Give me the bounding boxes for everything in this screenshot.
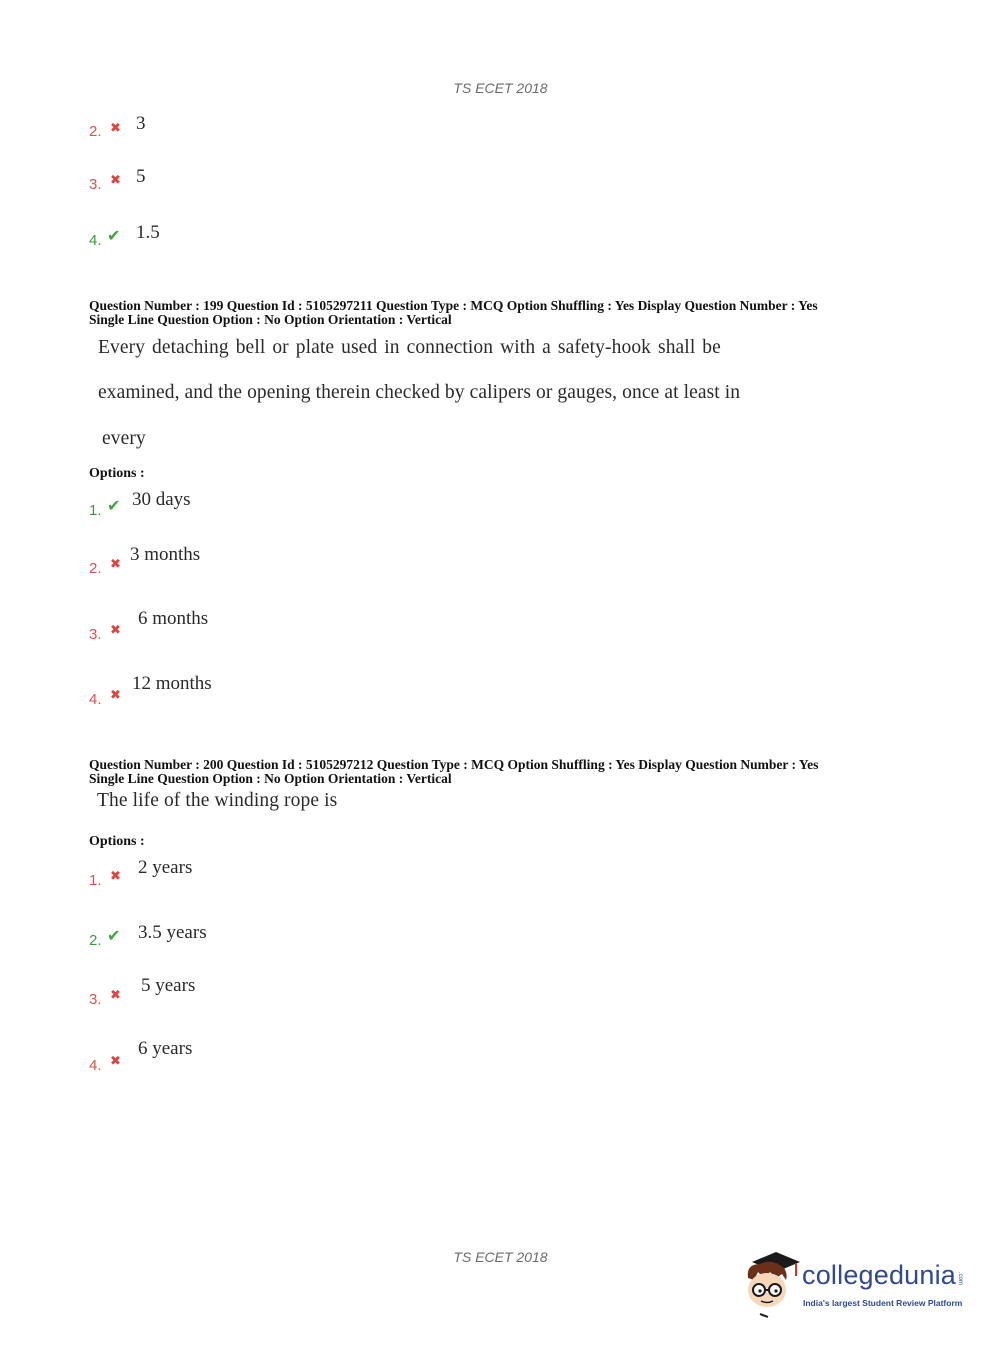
options-label: Options :	[89, 466, 145, 481]
correct-check-icon: ✔	[107, 496, 121, 515]
wrong-cross-icon: ✖	[110, 988, 121, 1003]
option-number: 2.	[89, 123, 102, 140]
option-number: 3.	[89, 626, 102, 643]
option-text: 30 days	[132, 489, 191, 510]
question-meta-line: Question Number : 199 Question Id : 5105297211 Question Type : MCQ Option Shuffling : Yes Display Question Number : Yes	[89, 298, 818, 313]
page-footer: TS ECET 2018	[453, 1249, 548, 1265]
question-meta-line: Question Number : 200 Question Id : 5105297212 Question Type : MCQ Option Shuffling : Yes Display Question Number : Yes	[89, 757, 819, 772]
option-text: 6 years	[138, 1038, 193, 1059]
option-number: 2.	[89, 932, 102, 949]
question-text-line: examined, and the opening therein checked by calipers or gauges, once at least in	[98, 382, 741, 403]
option-number: 4.	[89, 232, 102, 249]
question-text-line: The life of the winding rope is	[97, 790, 338, 811]
logo-wordmark: collegedunia	[802, 1260, 957, 1290]
option-number: 2.	[89, 560, 102, 577]
options-label: Options :	[89, 834, 145, 849]
question-text-line: Every detaching bell or plate used in connection with a safety-hook shall be	[98, 337, 721, 358]
logo-tagline: India's largest Student Review Platform	[803, 1298, 963, 1308]
wrong-cross-icon: ✖	[110, 173, 121, 188]
collegedunia-logo	[742, 1248, 972, 1320]
option-text: 5	[136, 166, 146, 187]
option-text: 1.5	[136, 222, 160, 243]
option-text: 3.5 years	[138, 922, 207, 943]
wrong-cross-icon: ✖	[110, 623, 121, 638]
page-header: TS ECET 2018	[453, 80, 548, 96]
option-number: 3.	[89, 991, 102, 1008]
option-number: 4.	[89, 691, 102, 708]
wrong-cross-icon: ✖	[110, 121, 121, 136]
correct-check-icon: ✔	[107, 926, 121, 945]
option-text: 3 months	[130, 544, 201, 565]
option-number: 4.	[89, 1057, 102, 1074]
option-number: 3.	[89, 176, 102, 193]
mascot-icon	[742, 1248, 800, 1320]
question-text-line: every	[102, 428, 146, 449]
option-text: 6 months	[138, 608, 209, 629]
option-number: 1.	[89, 872, 102, 889]
option-text: 3	[136, 113, 146, 134]
question-meta-line: Single Line Question Option : No Option Orientation : Vertical	[89, 312, 452, 327]
wrong-cross-icon: ✖	[110, 869, 121, 884]
option-text: 2 years	[138, 857, 193, 878]
wrong-cross-icon: ✖	[110, 688, 121, 703]
wrong-cross-icon: ✖	[110, 1054, 121, 1069]
option-number: 1.	[89, 502, 102, 519]
option-text: 5 years	[141, 975, 196, 996]
question-meta-line: Single Line Question Option : No Option Orientation : Vertical	[89, 771, 452, 786]
wrong-cross-icon: ✖	[110, 557, 121, 572]
correct-check-icon: ✔	[107, 226, 121, 245]
option-text: 12 months	[132, 673, 212, 694]
logo-suffix: .com	[957, 1272, 963, 1286]
